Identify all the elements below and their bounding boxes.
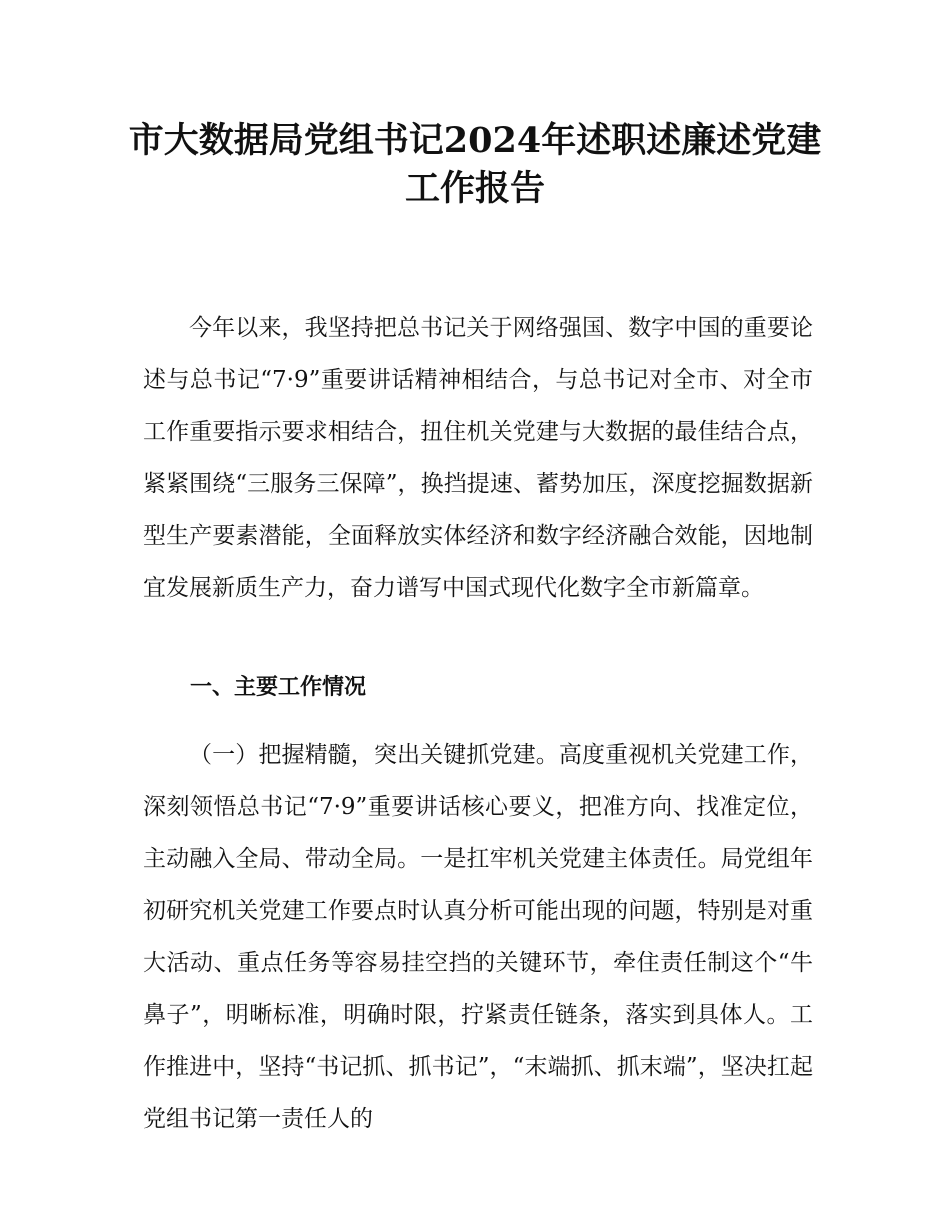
report-title-line-2: 工作报告	[404, 168, 545, 209]
intro-paragraph: 今年以来，我坚持把总书记关于网络强国、数字中国的重要论述与总书记“7·9”重要讲话精神相结合，与总书记对全市、对全市工作重要指示要求相结合，扭住机关党建与大数据的最佳结合点，紧紧围绕“三服务三保障”，换挡提速、蓄势加压，深度挖掘数据新型生产要素潜能，全面释放实体经济和数字经济融合效能，因地制宜发展新质生产力，奋力谱写中国式现代化数字全市新篇章。	[143, 315, 813, 601]
section1-paragraph-block	[143, 729, 813, 1145]
section-heading-main-work: 一、主要工作情况	[190, 675, 367, 700]
report-title-line-1: 市大数据局党组书记2024年述职述廉述党建	[128, 120, 822, 161]
intro-paragraph-block	[143, 302, 813, 614]
section1-paragraph-1: （一）把握精髓，突出关键抓党建。高度重视机关党建工作，深刻领悟总书记“7·9”重要讲话核心要义，把准方向、找准定位，主动融入全局、带动全局。一是扛牢机关党建主体责任。局党组年初研究机关党建工作要点时认真分析可能出现的问题，特别是对重大活动、重点任务等容易挂空挡的关键环节，牵住责任制这个“牛鼻子”，明晰标准，明确时限，拧紧责任链条，落实到具体人。工作推进中，坚持“书记抓、抓书记”，“末端抓、抓末端”，坚决扛起党组书记第一责任人的	[143, 742, 813, 1132]
